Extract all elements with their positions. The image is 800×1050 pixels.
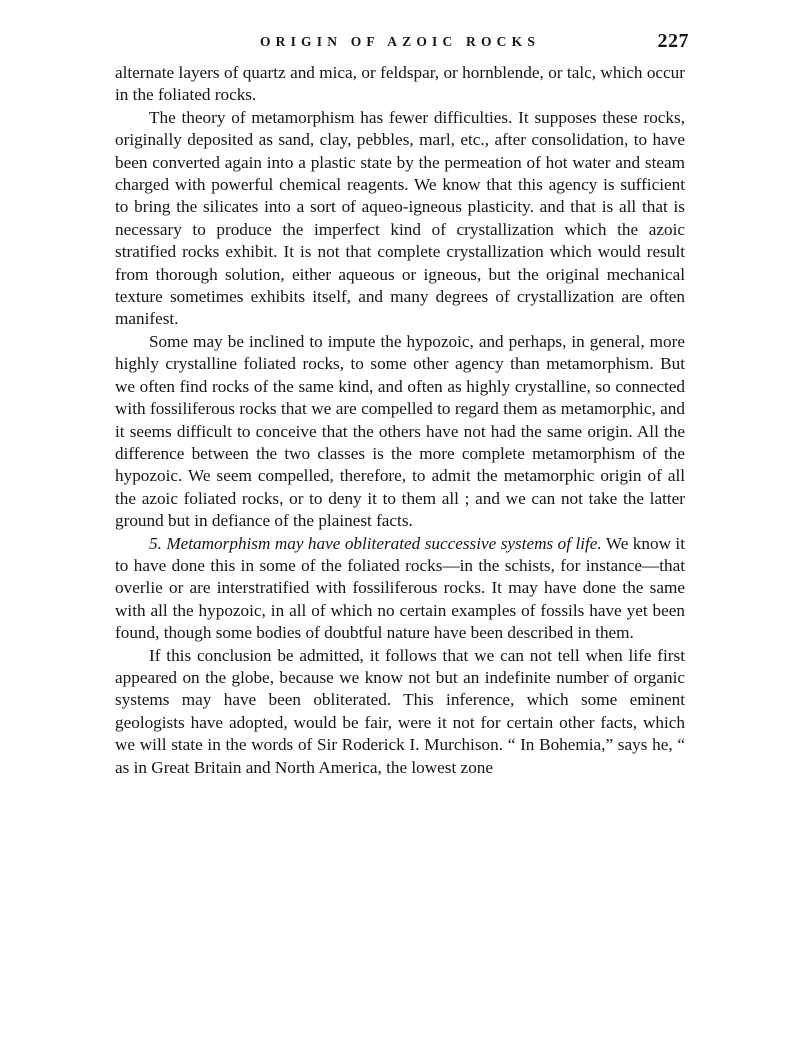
paragraph-4 <box>115 533 685 645</box>
body-text <box>115 62 685 779</box>
paragraph-4-text: We know it to have done this in some of the foliated rocks—in the schists, for instance—that overlie or are interstratified with fossiliferous rocks. It may have done the same with all the hypozoic, in all of which no certain examples of fossils have yet been found, though some bodies of doubtful nature have been described in them. <box>115 533 685 643</box>
paragraph-1: alternate layers of quartz and mica, or feldspar, or hornblende, or talc, which occur in the foliated rocks. <box>115 63 685 105</box>
paragraph-3: Some may be inclined to impute the hypozoic, and perhaps, in general, more highly crystalline foliated rocks, to some other agency than metamorphism. But we often find rocks of the same kind, and often as highly crystalline, so connected with fossiliferous rocks that we are compelled to regard them as metamorphic, and it seems difficult to conceive that the others have not had the same origin. All the difference between the two classes is the more complete metamorphism of the hypozoic. We seem compelled, therefore, to admit the metamorphic origin of all the azoic foliated rocks, or to deny it to them all ; and we can not take the latter ground but in defiance of the plainest facts. <box>115 331 685 531</box>
paragraph-2: The theory of metamorphism has fewer difficulties. It supposes these rocks, originally deposited as sand, clay, pebbles, marl, etc., after consolidation, to have been converted again into a plastic state by the permeation of hot water and steam charged with powerful chemical reagents. We know that this agency is sufficient to bring the silicates into a sort of aqueo-igneous plasticity. and that is all that is necessary to produce the imperfect kind of crystallization which the azoic stratified rocks exhibit. It is not that complete crystallization which would result from thorough solution, either aqueous or igneous, but the original mechanical texture sometimes exhibits itself, and many degrees of crystallization are often manifest. <box>115 107 685 329</box>
book-page <box>115 28 689 779</box>
paragraph-5: If this conclusion be admitted, it follows that we can not tell when life first appeared on the globe, because we know not but an indefinite number of organic systems may have been obliterated. This inference, which some eminent geologists have adopted, would be fair, were it not for certain other facts, which we will state in the words of Sir Roderick I. Murchison. “ In Bohemia,” says he, “ as in Great Britain and North America, the lowest zone <box>115 645 685 777</box>
running-title: ORIGIN OF AZOIC ROCKS <box>259 34 541 49</box>
running-head <box>115 28 689 62</box>
page-number: 227 <box>657 30 689 52</box>
section-lead-in: 5. Metamorphism may have obliterated successive systems of life. <box>149 533 602 553</box>
